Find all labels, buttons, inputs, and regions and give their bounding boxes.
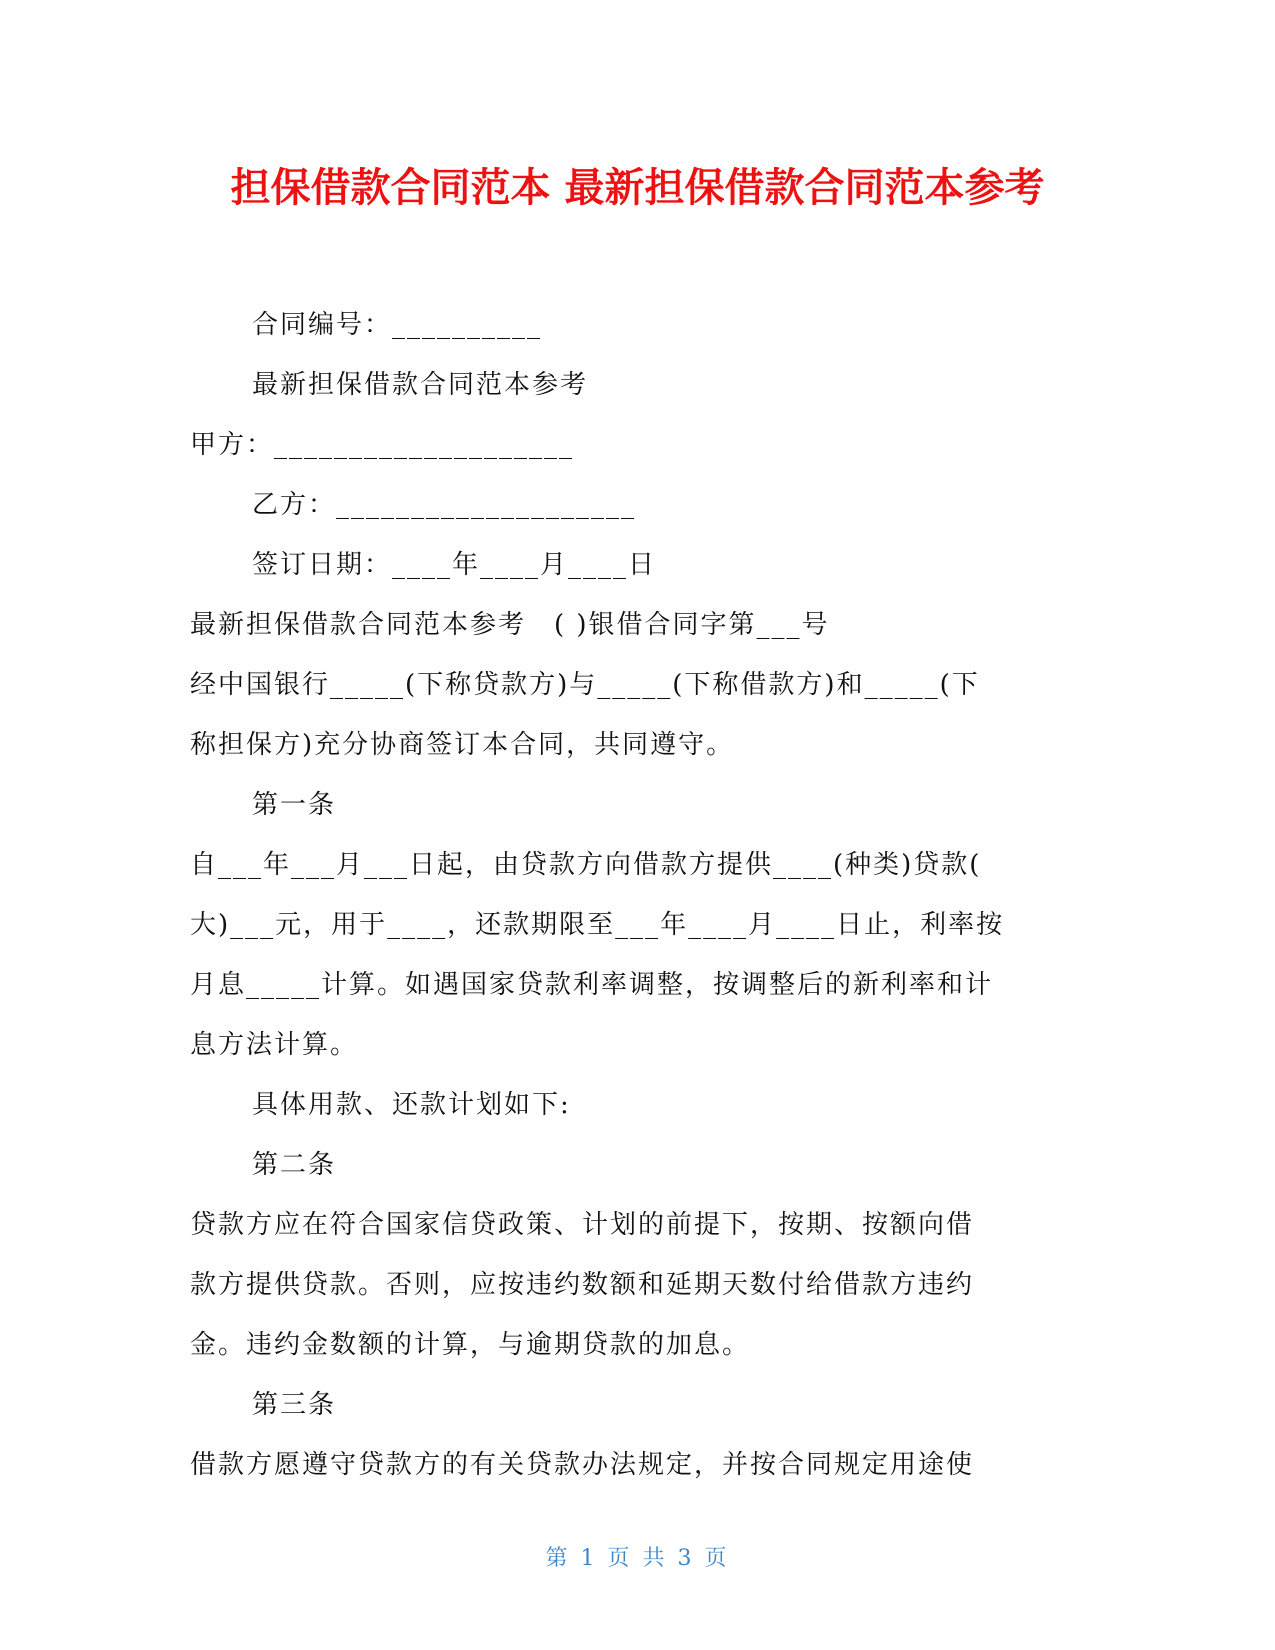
subtitle-line: 最新担保借款合同范本参考 bbox=[252, 370, 589, 400]
paragraph-line: 息方法计算。 bbox=[190, 1030, 359, 1060]
party-b-line: 乙方：____________________ bbox=[252, 490, 637, 520]
contract-number-line: 合同编号：__________ bbox=[252, 310, 543, 340]
paragraph-line: 金。违约金数额的计算，与逾期贷款的加息。 bbox=[190, 1330, 751, 1360]
article-heading: 第一条 bbox=[252, 790, 337, 820]
paragraph-line: 经中国银行_____(下称贷款方)与_____(下称借款方)和_____(下 bbox=[190, 670, 980, 700]
article-heading: 第三条 bbox=[252, 1390, 337, 1420]
paragraph-line: 借款方愿遵守贷款方的有关贷款办法规定，并按合同规定用途使 bbox=[190, 1450, 975, 1480]
party-a-line: 甲方：____________________ bbox=[190, 430, 575, 460]
article-heading: 第二条 bbox=[252, 1150, 337, 1180]
paragraph-line: 自___年___月___日起，由贷款方向借款方提供____(种类)贷款( bbox=[190, 850, 982, 880]
paragraph-line: 款方提供贷款。否则，应按违约数额和延期天数付给借款方违约 bbox=[190, 1270, 975, 1300]
paragraph-line: 大)___元，用于____，还款期限至___年____月____日止，利率按 bbox=[190, 910, 1005, 940]
paragraph-line: 月息_____计算。如遇国家贷款利率调整，按调整后的新利率和计 bbox=[190, 970, 994, 1000]
paragraph-line: 具体用款、还款计划如下: bbox=[252, 1090, 571, 1120]
paragraph-line: 称担保方)充分协商签订本合同，共同遵守。 bbox=[190, 730, 735, 760]
document-body bbox=[190, 295, 1080, 1495]
document-title: 担保借款合同范本 最新担保借款合同范本参考 bbox=[230, 165, 1045, 211]
signing-date-line: 签订日期：____年____月____日 bbox=[252, 550, 657, 580]
paragraph-line: 贷款方应在符合国家信贷政策、计划的前提下，按期、按额向借 bbox=[190, 1210, 975, 1240]
page-number-footer: 第 1 页 共 3 页 bbox=[545, 1546, 730, 1571]
contract-ref-line: 最新担保借款合同范本参考 ( )银借合同字第___号 bbox=[190, 610, 830, 640]
